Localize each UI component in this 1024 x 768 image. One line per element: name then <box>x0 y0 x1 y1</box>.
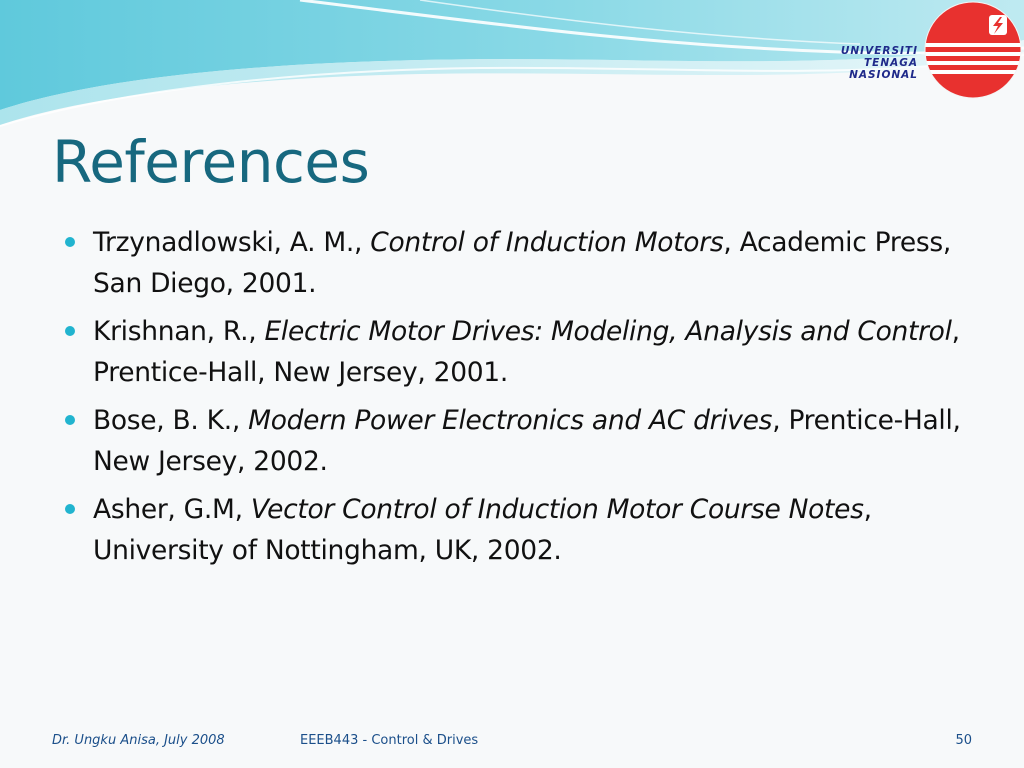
university-logo-icon <box>923 0 1024 100</box>
reference-item <box>62 400 962 482</box>
reference-item <box>62 489 962 571</box>
reference-title: Vector Control of Induction Motor Course Notes <box>250 494 864 525</box>
bullet-icon <box>65 415 75 425</box>
bullet-icon <box>65 237 75 247</box>
reference-title: Control of Induction Motors <box>370 227 724 258</box>
reference-authors: Krishnan, R., <box>93 316 265 347</box>
reference-title: Electric Motor Drives: Modeling, Analysis and Control <box>264 316 952 347</box>
slide-footer <box>0 733 1024 753</box>
reference-list <box>62 222 962 578</box>
bullet-icon <box>65 504 75 514</box>
reference-publisher: , Prentice-Hall, New Jersey, 2002. <box>93 405 961 477</box>
reference-title: Modern Power Electronics and AC drives <box>248 405 773 436</box>
logo-line-1: UNIVERSITI <box>840 45 918 57</box>
slide-title: References <box>52 128 370 196</box>
reference-authors: Bose, B. K., <box>93 405 249 436</box>
reference-publisher: , Prentice-Hall, New Jersey, 2001. <box>93 316 960 388</box>
reference-publisher: , University of Nottingham, UK, 2002. <box>93 494 872 566</box>
reference-item <box>62 311 962 393</box>
reference-publisher: , Academic Press, San Diego, 2001. <box>93 227 952 299</box>
reference-authors: Trzynadlowski, A. M., <box>93 227 371 258</box>
university-logo-text <box>790 45 918 81</box>
bullet-icon <box>65 326 75 336</box>
footer-course: EEEB443 - Control & Drives <box>300 733 479 748</box>
reference-item <box>62 222 962 304</box>
lightning-icon <box>989 15 1007 35</box>
page-number: 50 <box>955 733 972 748</box>
reference-authors: Asher, G.M, <box>93 494 251 525</box>
logo-line-2: TENAGA <box>864 57 918 69</box>
footer-author-date: Dr. Ungku Anisa, July 2008 <box>52 733 225 748</box>
logo-line-3: NASIONAL <box>849 69 918 81</box>
